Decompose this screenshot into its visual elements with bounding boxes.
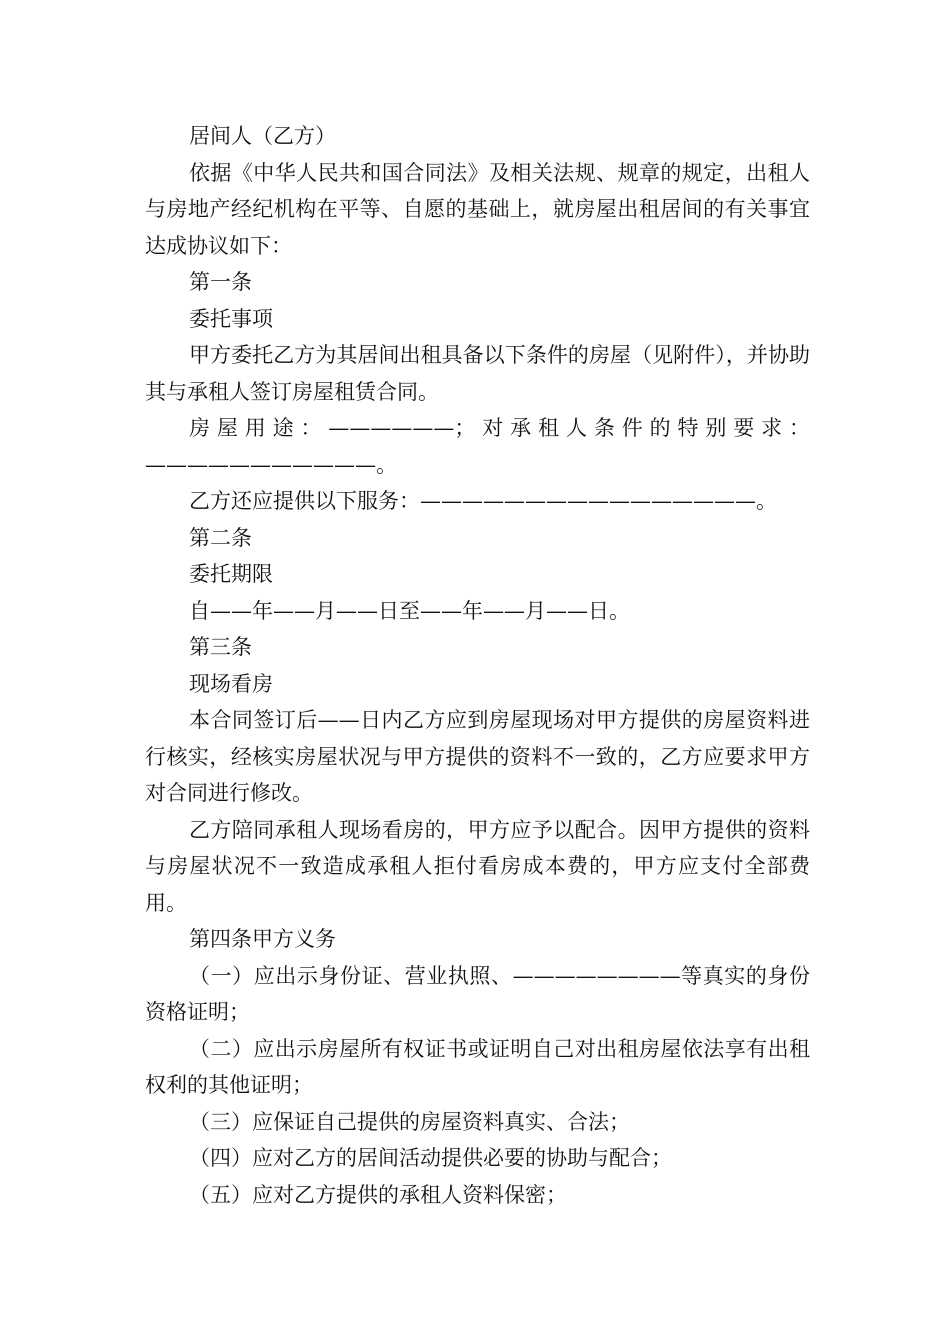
article-4-item-4: （四）应对乙方的居间活动提供必要的协助与配合； xyxy=(189,1146,672,1170)
article-4-item-3: （三）应保证自己提供的房屋资料真实、合法； xyxy=(189,1109,630,1134)
article-3-title: 现场看房 xyxy=(189,671,273,696)
document-body xyxy=(145,118,810,1213)
article-4-heading: 第四条甲方义务 xyxy=(189,927,336,951)
article-2-number: 第二条 xyxy=(189,525,252,550)
preamble-paragraph: 依据《中华人民共和国合同法》及相关法规、规章的规定，出租人与房地产经纪机构在平等、自愿的基础上，就房屋出租居间的有关事宜达成协议如下： xyxy=(145,160,810,258)
article-2-paragraph-1: 自——年——月——日至——年——月——日。 xyxy=(189,598,630,623)
article-3-number: 第三条 xyxy=(189,635,252,659)
article-4-item-2: （二）应出示房屋所有权证书或证明自己对出租房屋依法享有出租权利的其他证明； xyxy=(145,1036,810,1097)
article-1-paragraph-3: 乙方还应提供以下服务：————————————————。 xyxy=(189,489,777,513)
article-4-item-1: （一）应出示身份证、营业执照、————————等真实的身份资格证明； xyxy=(145,963,810,1024)
article-3-paragraph-2: 乙方陪同承租人现场看房的，甲方应予以配合。因甲方提供的资料与房屋状况不一致造成承租人拒付看房成本费的，甲方应支付全部费用。 xyxy=(145,817,810,915)
party-b-heading: 居间人（乙方） xyxy=(189,124,336,148)
article-1-title: 委托事项 xyxy=(189,306,273,331)
article-1-paragraph-2: 房屋用途：——————；对承租人条件的特别要求：———————————。 xyxy=(145,416,810,477)
article-1-paragraph-1: 甲方委托乙方为其居间出租具备以下条件的房屋（见附件），并协助其与承租人签订房屋租赁合同。 xyxy=(145,343,810,404)
article-4-item-5: （五）应对乙方提供的承租人资料保密； xyxy=(189,1182,567,1207)
article-2-title: 委托期限 xyxy=(189,562,273,586)
article-3-paragraph-1: 本合同签订后——日内乙方应到房屋现场对甲方提供的房屋资料进行核实，经核实房屋状况与甲方提供的资料不一致的，乙方应要求甲方对合同进行修改。 xyxy=(145,708,810,805)
article-1-number: 第一条 xyxy=(189,270,252,294)
